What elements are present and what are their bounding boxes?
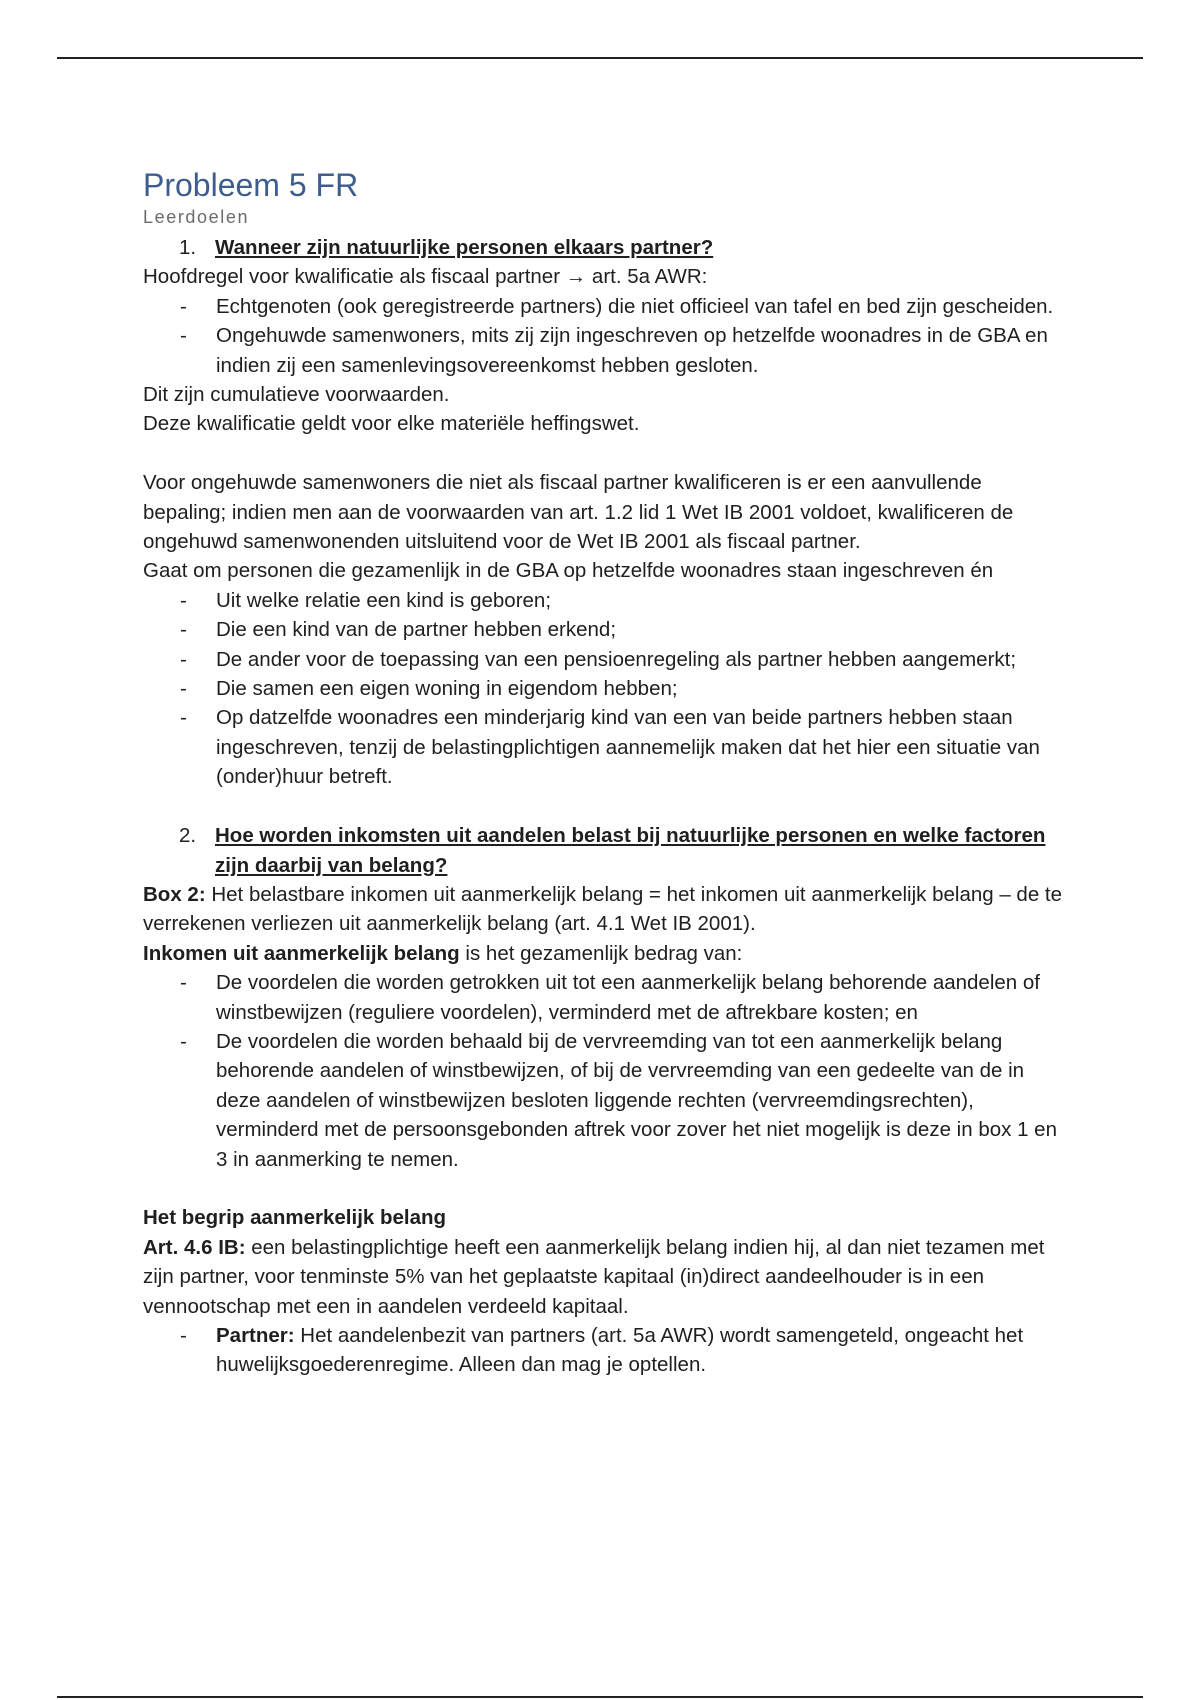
page-subtitle: Leerdoelen: [143, 207, 250, 227]
article-text: een belastingplichtige heeft een aanmerkelijk belang indien hij, al dan niet tezamen met zijn partner, voor tenminste 5% van het geplaatste kapitaal (in)direct aandeelhouder is in een vennootschap met een in aandelen verdeeld kapitaal.: [143, 1235, 1045, 1318]
list-item: - Ongehuwde samenwoners, mits zij zijn ingeschreven op hetzelfde woonadres in de GBA en indien zij een samenlevingsovereenkomst hebben gesloten.: [143, 321, 1063, 380]
question-1: [143, 233, 1063, 262]
article-paragraph: [143, 1233, 1063, 1321]
partner-text: Het aandelenbezit van partners (art. 5a AWR) wordt samengeteld, ongeacht het huwelijksgoederenregime. Alleen dan mag je optellen.: [216, 1323, 1024, 1377]
list-item: - Die een kind van de partner hebben erkend;: [143, 615, 1063, 644]
box2-paragraph: [143, 880, 1063, 939]
question-1-text: Wanneer zijn natuurlijke personen elkaars partner?: [215, 236, 714, 259]
list-item: - De voordelen die worden getrokken uit tot een aanmerkelijk belang behorende aandelen of winstbewijzen (reguliere voordelen), verminderd met de aftrekbare kosten; en: [143, 968, 1063, 1027]
gba-criteria-list: [143, 586, 1063, 792]
partner-criteria-list: [143, 292, 1063, 380]
list-item: - Uit welke relatie een kind is geboren;: [143, 586, 1063, 615]
question-2-text: Hoe worden inkomsten uit aandelen belast bij natuurlijke personen en welke factoren zijn daarbij van belang?: [215, 824, 1046, 877]
additional-provision: Voor ongehuwde samenwoners die niet als fiscaal partner kwalificeren is er een aanvullende bepaling; indien men aan de voorwaarden van art. 1.2 lid 1 Wet IB 2001 voldoet, kwalificeren de ongehuwd samenwonenden uitsluitend voor de Wet IB 2001 als fiscaal partner.: [143, 471, 1014, 554]
list-item: - De ander voor de toepassing van een pensioenregeling als partner hebben aangemerkt;: [143, 645, 1063, 674]
question-1-number: 1.: [179, 236, 197, 259]
document-body: [143, 165, 1063, 1380]
list-item: - Die samen een eigen woning in eigendom hebben;: [143, 674, 1063, 703]
concept-heading: Het begrip aanmerkelijk belang: [143, 1206, 447, 1230]
partner-note-list: [143, 1321, 1063, 1380]
article-label: Art. 4.6 IB:: [143, 1235, 246, 1259]
header-rule: [57, 57, 1143, 59]
applies-note: Deze kwalificatie geldt voor elke materiële heffingswet.: [143, 412, 640, 436]
footer-rule: [57, 1696, 1143, 1698]
income-paragraph: [143, 939, 1063, 968]
question-2-number: 2.: [179, 824, 197, 848]
partner-label: Partner:: [216, 1323, 295, 1347]
gba-intro: Gaat om personen die gezamenlijk in de GBA op hetzelfde woonadres staan ingeschreven én: [143, 559, 994, 583]
income-label: Inkomen uit aanmerkelijk belang: [143, 941, 460, 965]
income-text: is het gezamenlijk bedrag van:: [459, 941, 743, 965]
list-item: - Op datzelfde woonadres een minderjarig kind van een van beide partners hebben staan ingeschreven, tenzij de belastingplichtigen aannemelijk maken dat het hier een situatie van (onder)huur betreft.: [143, 703, 1063, 791]
list-item: - De voordelen die worden behaald bij de vervreemding van tot een aanmerkelijk belang behorende aandelen of winstbewijzen, of bij de vervreemding van een gedeelte van de in deze aandelen of winstbewijzen besloten liggende rechten (vervreemdingsrechten), verminderd met de persoonsgebonden aftrek voor zover het niet mogelijk is deze in box 1 en 3 in aanmerking te nemen.: [143, 1027, 1063, 1174]
list-item: - Echtgenoten (ook geregistreerde partners) die niet officieel van tafel en bed zijn gescheiden.: [143, 292, 1063, 321]
income-components-list: [143, 968, 1063, 1174]
box2-label: Box 2:: [143, 882, 206, 906]
main-rule-intro: Hoofdregel voor kwalificatie als fiscaal partner → art. 5a AWR:: [143, 265, 708, 289]
question-2: [143, 821, 1063, 880]
cumulative-note: Dit zijn cumulatieve voorwaarden.: [143, 383, 450, 407]
box2-text: Het belastbare inkomen uit aanmerkelijk belang = het inkomen uit aanmerkelijk belang – de te verrekenen verliezen uit aanmerkelijk belang (art. 4.1 Wet IB 2001).: [143, 882, 1063, 936]
list-item: [143, 1321, 1063, 1380]
page-title: Probleem 5 FR: [143, 167, 359, 203]
